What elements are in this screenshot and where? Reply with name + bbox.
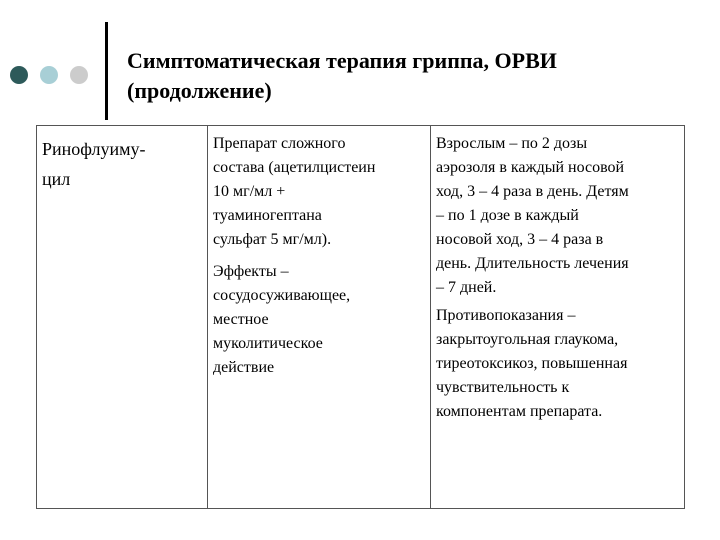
dosage-line: ход, 3 – 4 раза в день. Детям [436, 183, 629, 200]
dot-light-blue-icon [40, 66, 58, 84]
composition-text [213, 132, 425, 252]
composition-cell [208, 126, 431, 509]
composition-line: сульфат 5 мг/мл). [213, 231, 332, 248]
decorative-dots [10, 64, 96, 86]
table-row [37, 126, 685, 509]
contraindications-line: чувствительность к [436, 379, 570, 396]
drug-name-line: Ринофлуиму- [42, 139, 146, 159]
dosage-line: носовой ход, 3 – 4 раза в [436, 231, 604, 248]
title-line-2: (продолжение) [127, 78, 272, 103]
contraindications-line: тиреотоксикоз, повышенная [436, 355, 628, 372]
effects-line: действие [213, 359, 275, 376]
dosage-text [436, 132, 679, 300]
dosage-line: – 7 дней. [436, 279, 497, 296]
dosage-line: день. Длительность лечения [436, 255, 629, 272]
drug-table [36, 125, 685, 509]
dosage-line: – по 1 дозе в каждый [436, 207, 579, 224]
composition-line: туаминогептана [213, 207, 322, 224]
effects-line: Эффекты – [213, 263, 289, 280]
title-line-1: Симптоматическая терапия гриппа, ОРВИ [127, 48, 557, 73]
effects-line: сосудосуживающее, [213, 287, 351, 304]
contraindications-line: закрытоугольная глаукома, [436, 331, 619, 348]
effects-line: местное [213, 311, 269, 328]
contraindications-text [436, 304, 679, 424]
dosage-line: аэрозоля в каждый носовой [436, 159, 625, 176]
dot-dark-icon [10, 66, 28, 84]
contraindications-line: Противопоказания – [436, 307, 576, 324]
drug-name-cell [37, 126, 208, 509]
drug-name-line: цил [42, 169, 71, 189]
slide-title [127, 46, 707, 106]
composition-line: Препарат сложного [213, 135, 346, 152]
dot-gray-icon [70, 66, 88, 84]
contraindications-line: компонентам препарата. [436, 403, 603, 420]
title-divider [105, 22, 108, 120]
dosage-line: Взрослым – по 2 дозы [436, 135, 588, 152]
effects-line: муколитическое [213, 335, 323, 352]
dosage-cell [431, 126, 685, 509]
effects-text [213, 260, 425, 380]
composition-line: состава (ацетилцистеин [213, 159, 376, 176]
composition-line: 10 мг/мл + [213, 183, 286, 200]
